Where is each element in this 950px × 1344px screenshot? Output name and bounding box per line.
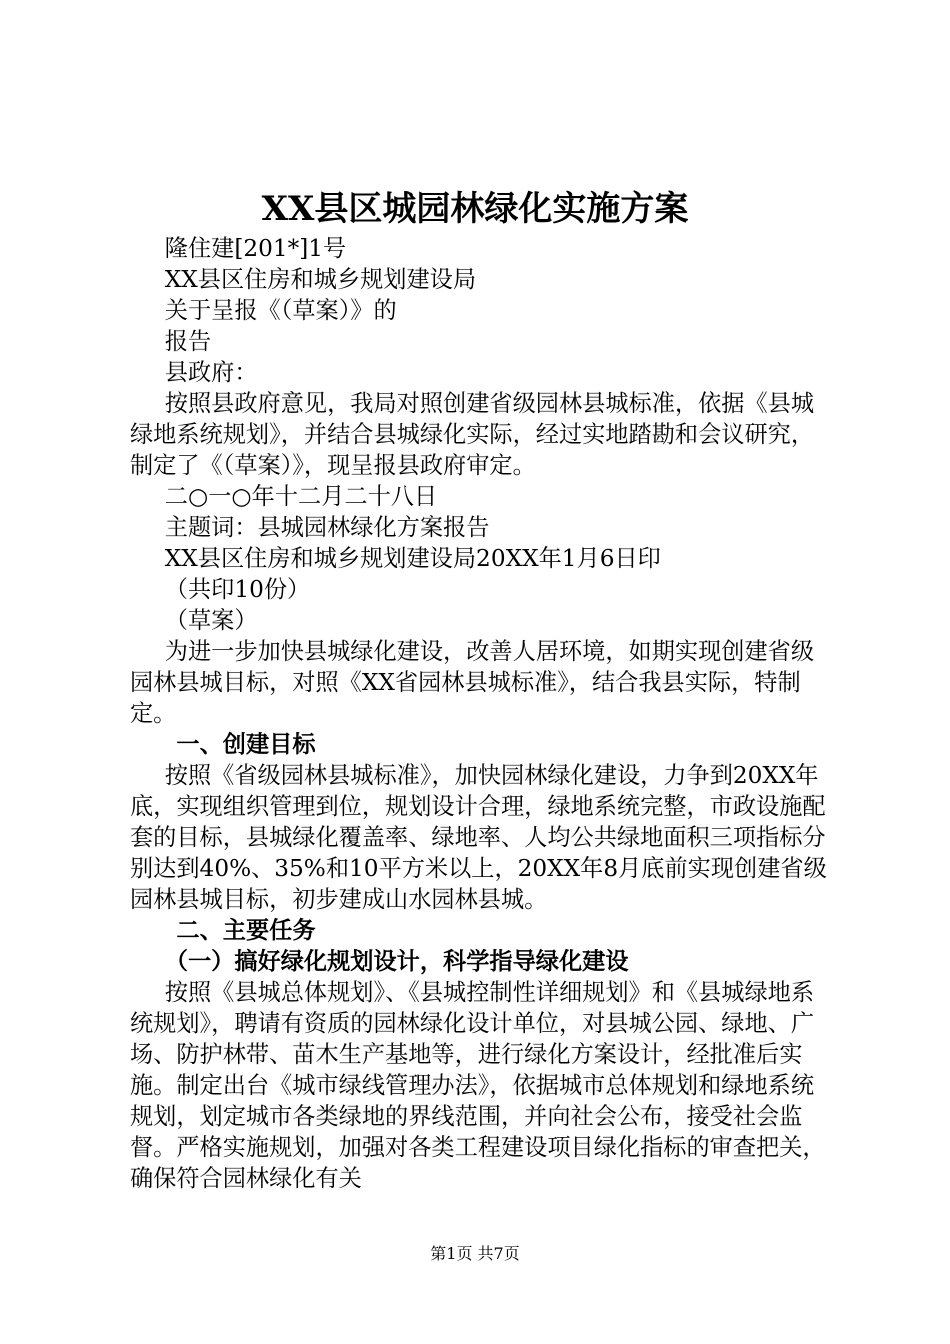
subject-line-1: 关于呈报《（草案）》的	[164, 297, 397, 324]
print-info-line: XX县区住房和城乡规划建设局20XX年1月6日印	[164, 545, 661, 572]
issuer-line: XX县区住房和城乡规划建设局	[164, 266, 477, 293]
document-number: 隆住建[201*]1号	[164, 235, 347, 262]
draft-label: （草案）	[164, 607, 258, 634]
paragraph-purpose: 为进一步加快县城绿化建设，改善人居环境，如期实现创建省级园林县城目标，对照《XX省园林县城标准》，结合我县实际，特制定。	[130, 638, 815, 727]
paragraph-planning: 按照《县城总体规划》、《县城控制性详细规划》和《县城绿地系统规划》，聘请有资质的园林绿化设计单位，对县城公园、绿地、广场、防护林带、苗木生产基地等，进行绿化方案设计，经批准后实施。制定出台《城市绿线管理办法》，依据城市总体规划和绿地系统规划，划定城市各类绿地的界线范围，并向社会公布，接受社会监督。严格实施规划，加强对各类工程建设项目绿化指标的审查把关，确保符合园林绿化有关	[130, 979, 826, 1192]
report-date: 二○一○年十二月二十八日	[164, 483, 438, 510]
document-title: XX县区城园林绿化实施方案	[261, 189, 689, 229]
page-footer: 第1页 共7页	[430, 1244, 520, 1263]
subject-line-2: 报告	[164, 328, 212, 355]
paragraph-goal: 按照《省级园林县城标准》，加快园林绿化建设，力争到20XX年底，实现组织管理到位，规划设计合理，绿地系统完整，市政设施配套的目标，县城绿化覆盖率、绿地率、人均公共绿地面积三项指标分别达到40%、35%和10平方米以上，20XX年8月底前实现创建省级园林县城目标，初步建成山水园林县城。	[130, 762, 827, 913]
addressee: 县政府：	[164, 359, 258, 386]
heading-tasks: 二、主要任务	[176, 917, 316, 944]
paragraph-intro: 按照县政府意见，我局对照创建省级园林县城标准，依据《县城绿地系统规划》，并结合县城绿化实际，经过实地踏勘和会议研究，制定了《（草案）》，现呈报县政府审定。	[130, 390, 815, 479]
document-body	[130, 233, 830, 1194]
copies-line: （共印10份）	[164, 576, 311, 603]
subheading-planning: （一）搞好绿化规划设计，科学指导绿化建设	[164, 948, 629, 975]
heading-goal: 一、创建目标	[176, 731, 316, 758]
keywords-line: 主题词：县城园林绿化方案报告	[164, 514, 490, 541]
